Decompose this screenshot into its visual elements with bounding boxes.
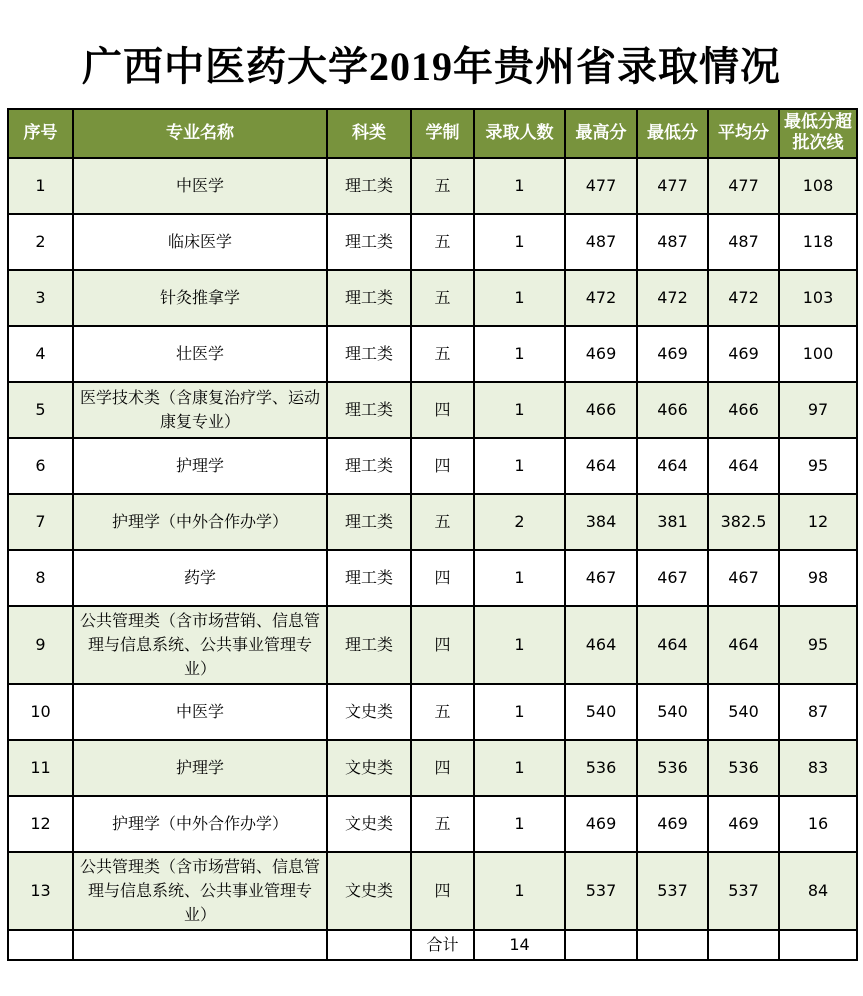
cell-max: 469 bbox=[565, 796, 637, 852]
cell-duration: 四 bbox=[411, 852, 474, 930]
cell-over: 87 bbox=[779, 684, 857, 740]
cell-major: 护理学（中外合作办学） bbox=[73, 494, 327, 550]
cell-max: 464 bbox=[565, 606, 637, 684]
cell-major: 护理学（中外合作办学） bbox=[73, 796, 327, 852]
cell-category: 理工类 bbox=[327, 382, 411, 438]
cell-max: 487 bbox=[565, 214, 637, 270]
footer-cell-max bbox=[565, 930, 637, 960]
cell-no: 7 bbox=[8, 494, 73, 550]
col-header-avg: 平均分 bbox=[708, 109, 779, 158]
cell-duration: 五 bbox=[411, 214, 474, 270]
cell-no: 4 bbox=[8, 326, 73, 382]
cell-min: 381 bbox=[637, 494, 708, 550]
cell-duration: 五 bbox=[411, 158, 474, 214]
cell-duration: 四 bbox=[411, 382, 474, 438]
cell-category: 文史类 bbox=[327, 740, 411, 796]
cell-max: 477 bbox=[565, 158, 637, 214]
footer-cell-no bbox=[8, 930, 73, 960]
table-row bbox=[8, 382, 857, 438]
cell-duration: 五 bbox=[411, 270, 474, 326]
cell-over: 83 bbox=[779, 740, 857, 796]
table-row bbox=[8, 684, 857, 740]
cell-category: 理工类 bbox=[327, 270, 411, 326]
cell-admitted: 1 bbox=[474, 550, 565, 606]
cell-admitted: 1 bbox=[474, 606, 565, 684]
cell-category: 理工类 bbox=[327, 606, 411, 684]
cell-no: 9 bbox=[8, 606, 73, 684]
cell-duration: 五 bbox=[411, 494, 474, 550]
table-row bbox=[8, 214, 857, 270]
cell-no: 10 bbox=[8, 684, 73, 740]
cell-over: 108 bbox=[779, 158, 857, 214]
cell-duration: 四 bbox=[411, 606, 474, 684]
cell-admitted: 1 bbox=[474, 740, 565, 796]
cell-max: 540 bbox=[565, 684, 637, 740]
cell-no: 3 bbox=[8, 270, 73, 326]
cell-avg: 382.5 bbox=[708, 494, 779, 550]
cell-avg: 540 bbox=[708, 684, 779, 740]
cell-major: 壮医学 bbox=[73, 326, 327, 382]
cell-admitted: 1 bbox=[474, 382, 565, 438]
cell-over: 118 bbox=[779, 214, 857, 270]
cell-avg: 537 bbox=[708, 852, 779, 930]
cell-avg: 469 bbox=[708, 326, 779, 382]
cell-max: 536 bbox=[565, 740, 637, 796]
table-row bbox=[8, 270, 857, 326]
cell-admitted: 1 bbox=[474, 326, 565, 382]
cell-avg: 477 bbox=[708, 158, 779, 214]
footer-cell-major bbox=[73, 930, 327, 960]
cell-duration: 四 bbox=[411, 438, 474, 494]
cell-no: 13 bbox=[8, 852, 73, 930]
cell-duration: 五 bbox=[411, 326, 474, 382]
cell-admitted: 2 bbox=[474, 494, 565, 550]
cell-max: 472 bbox=[565, 270, 637, 326]
cell-duration: 五 bbox=[411, 684, 474, 740]
cell-category: 文史类 bbox=[327, 684, 411, 740]
cell-avg: 487 bbox=[708, 214, 779, 270]
table-row bbox=[8, 852, 857, 930]
cell-admitted: 1 bbox=[474, 270, 565, 326]
cell-max: 467 bbox=[565, 550, 637, 606]
table-row bbox=[8, 438, 857, 494]
cell-major: 公共管理类（含市场营销、信息管理与信息系统、公共事业管理专业） bbox=[73, 852, 327, 930]
cell-category: 理工类 bbox=[327, 494, 411, 550]
cell-major: 中医学 bbox=[73, 158, 327, 214]
cell-avg: 467 bbox=[708, 550, 779, 606]
cell-admitted: 1 bbox=[474, 852, 565, 930]
cell-admitted: 1 bbox=[474, 214, 565, 270]
cell-duration: 五 bbox=[411, 796, 474, 852]
col-header-no: 序号 bbox=[8, 109, 73, 158]
cell-max: 537 bbox=[565, 852, 637, 930]
cell-category: 理工类 bbox=[327, 438, 411, 494]
table-row bbox=[8, 158, 857, 214]
cell-major: 药学 bbox=[73, 550, 327, 606]
cell-min: 487 bbox=[637, 214, 708, 270]
cell-category: 理工类 bbox=[327, 158, 411, 214]
cell-major: 针灸推拿学 bbox=[73, 270, 327, 326]
col-header-category: 科类 bbox=[327, 109, 411, 158]
cell-duration: 四 bbox=[411, 740, 474, 796]
cell-no: 1 bbox=[8, 158, 73, 214]
table-row bbox=[8, 796, 857, 852]
cell-min: 466 bbox=[637, 382, 708, 438]
cell-major: 公共管理类（含市场营销、信息管理与信息系统、公共事业管理专业） bbox=[73, 606, 327, 684]
footer-cell-min bbox=[637, 930, 708, 960]
cell-min: 469 bbox=[637, 326, 708, 382]
col-header-admitted: 录取人数 bbox=[474, 109, 565, 158]
cell-max: 464 bbox=[565, 438, 637, 494]
cell-avg: 464 bbox=[708, 606, 779, 684]
cell-no: 8 bbox=[8, 550, 73, 606]
cell-no: 11 bbox=[8, 740, 73, 796]
col-header-min: 最低分 bbox=[637, 109, 708, 158]
cell-major: 中医学 bbox=[73, 684, 327, 740]
cell-over: 98 bbox=[779, 550, 857, 606]
footer-row bbox=[8, 930, 857, 960]
footer-cell-over bbox=[779, 930, 857, 960]
table-row bbox=[8, 494, 857, 550]
cell-major: 医学技术类（含康复治疗学、运动康复专业） bbox=[73, 382, 327, 438]
cell-major: 护理学 bbox=[73, 740, 327, 796]
page-title: 广西中医药大学2019年贵州省录取情况 bbox=[82, 44, 781, 89]
header-row bbox=[8, 109, 857, 158]
cell-over: 12 bbox=[779, 494, 857, 550]
footer-cell-avg bbox=[708, 930, 779, 960]
col-header-duration: 学制 bbox=[411, 109, 474, 158]
cell-no: 12 bbox=[8, 796, 73, 852]
footer-cell-admitted: 14 bbox=[474, 930, 565, 960]
cell-over: 100 bbox=[779, 326, 857, 382]
cell-category: 文史类 bbox=[327, 852, 411, 930]
table-row bbox=[8, 550, 857, 606]
cell-over: 95 bbox=[779, 438, 857, 494]
col-header-over: 最低分超批次线 bbox=[779, 109, 857, 158]
table-row bbox=[8, 606, 857, 684]
col-header-max: 最高分 bbox=[565, 109, 637, 158]
footer-cell-duration: 合计 bbox=[411, 930, 474, 960]
cell-category: 理工类 bbox=[327, 550, 411, 606]
cell-major: 临床医学 bbox=[73, 214, 327, 270]
footer-cell-category bbox=[327, 930, 411, 960]
cell-duration: 四 bbox=[411, 550, 474, 606]
cell-min: 477 bbox=[637, 158, 708, 214]
admission-table bbox=[7, 108, 858, 961]
cell-category: 理工类 bbox=[327, 326, 411, 382]
cell-over: 16 bbox=[779, 796, 857, 852]
col-header-major: 专业名称 bbox=[73, 109, 327, 158]
cell-admitted: 1 bbox=[474, 158, 565, 214]
cell-no: 5 bbox=[8, 382, 73, 438]
cell-over: 95 bbox=[779, 606, 857, 684]
cell-min: 467 bbox=[637, 550, 708, 606]
cell-major: 护理学 bbox=[73, 438, 327, 494]
cell-avg: 472 bbox=[708, 270, 779, 326]
cell-min: 537 bbox=[637, 852, 708, 930]
cell-min: 540 bbox=[637, 684, 708, 740]
table-row bbox=[8, 326, 857, 382]
cell-min: 464 bbox=[637, 606, 708, 684]
cell-min: 464 bbox=[637, 438, 708, 494]
cell-avg: 466 bbox=[708, 382, 779, 438]
cell-max: 466 bbox=[565, 382, 637, 438]
table-row bbox=[8, 740, 857, 796]
cell-over: 97 bbox=[779, 382, 857, 438]
cell-no: 6 bbox=[8, 438, 73, 494]
cell-max: 469 bbox=[565, 326, 637, 382]
cell-avg: 464 bbox=[708, 438, 779, 494]
cell-admitted: 1 bbox=[474, 438, 565, 494]
cell-over: 103 bbox=[779, 270, 857, 326]
cell-avg: 536 bbox=[708, 740, 779, 796]
cell-admitted: 1 bbox=[474, 796, 565, 852]
cell-no: 2 bbox=[8, 214, 73, 270]
cell-min: 472 bbox=[637, 270, 708, 326]
cell-over: 84 bbox=[779, 852, 857, 930]
cell-avg: 469 bbox=[708, 796, 779, 852]
cell-max: 384 bbox=[565, 494, 637, 550]
cell-min: 536 bbox=[637, 740, 708, 796]
cell-admitted: 1 bbox=[474, 684, 565, 740]
cell-min: 469 bbox=[637, 796, 708, 852]
cell-category: 理工类 bbox=[327, 214, 411, 270]
cell-category: 文史类 bbox=[327, 796, 411, 852]
